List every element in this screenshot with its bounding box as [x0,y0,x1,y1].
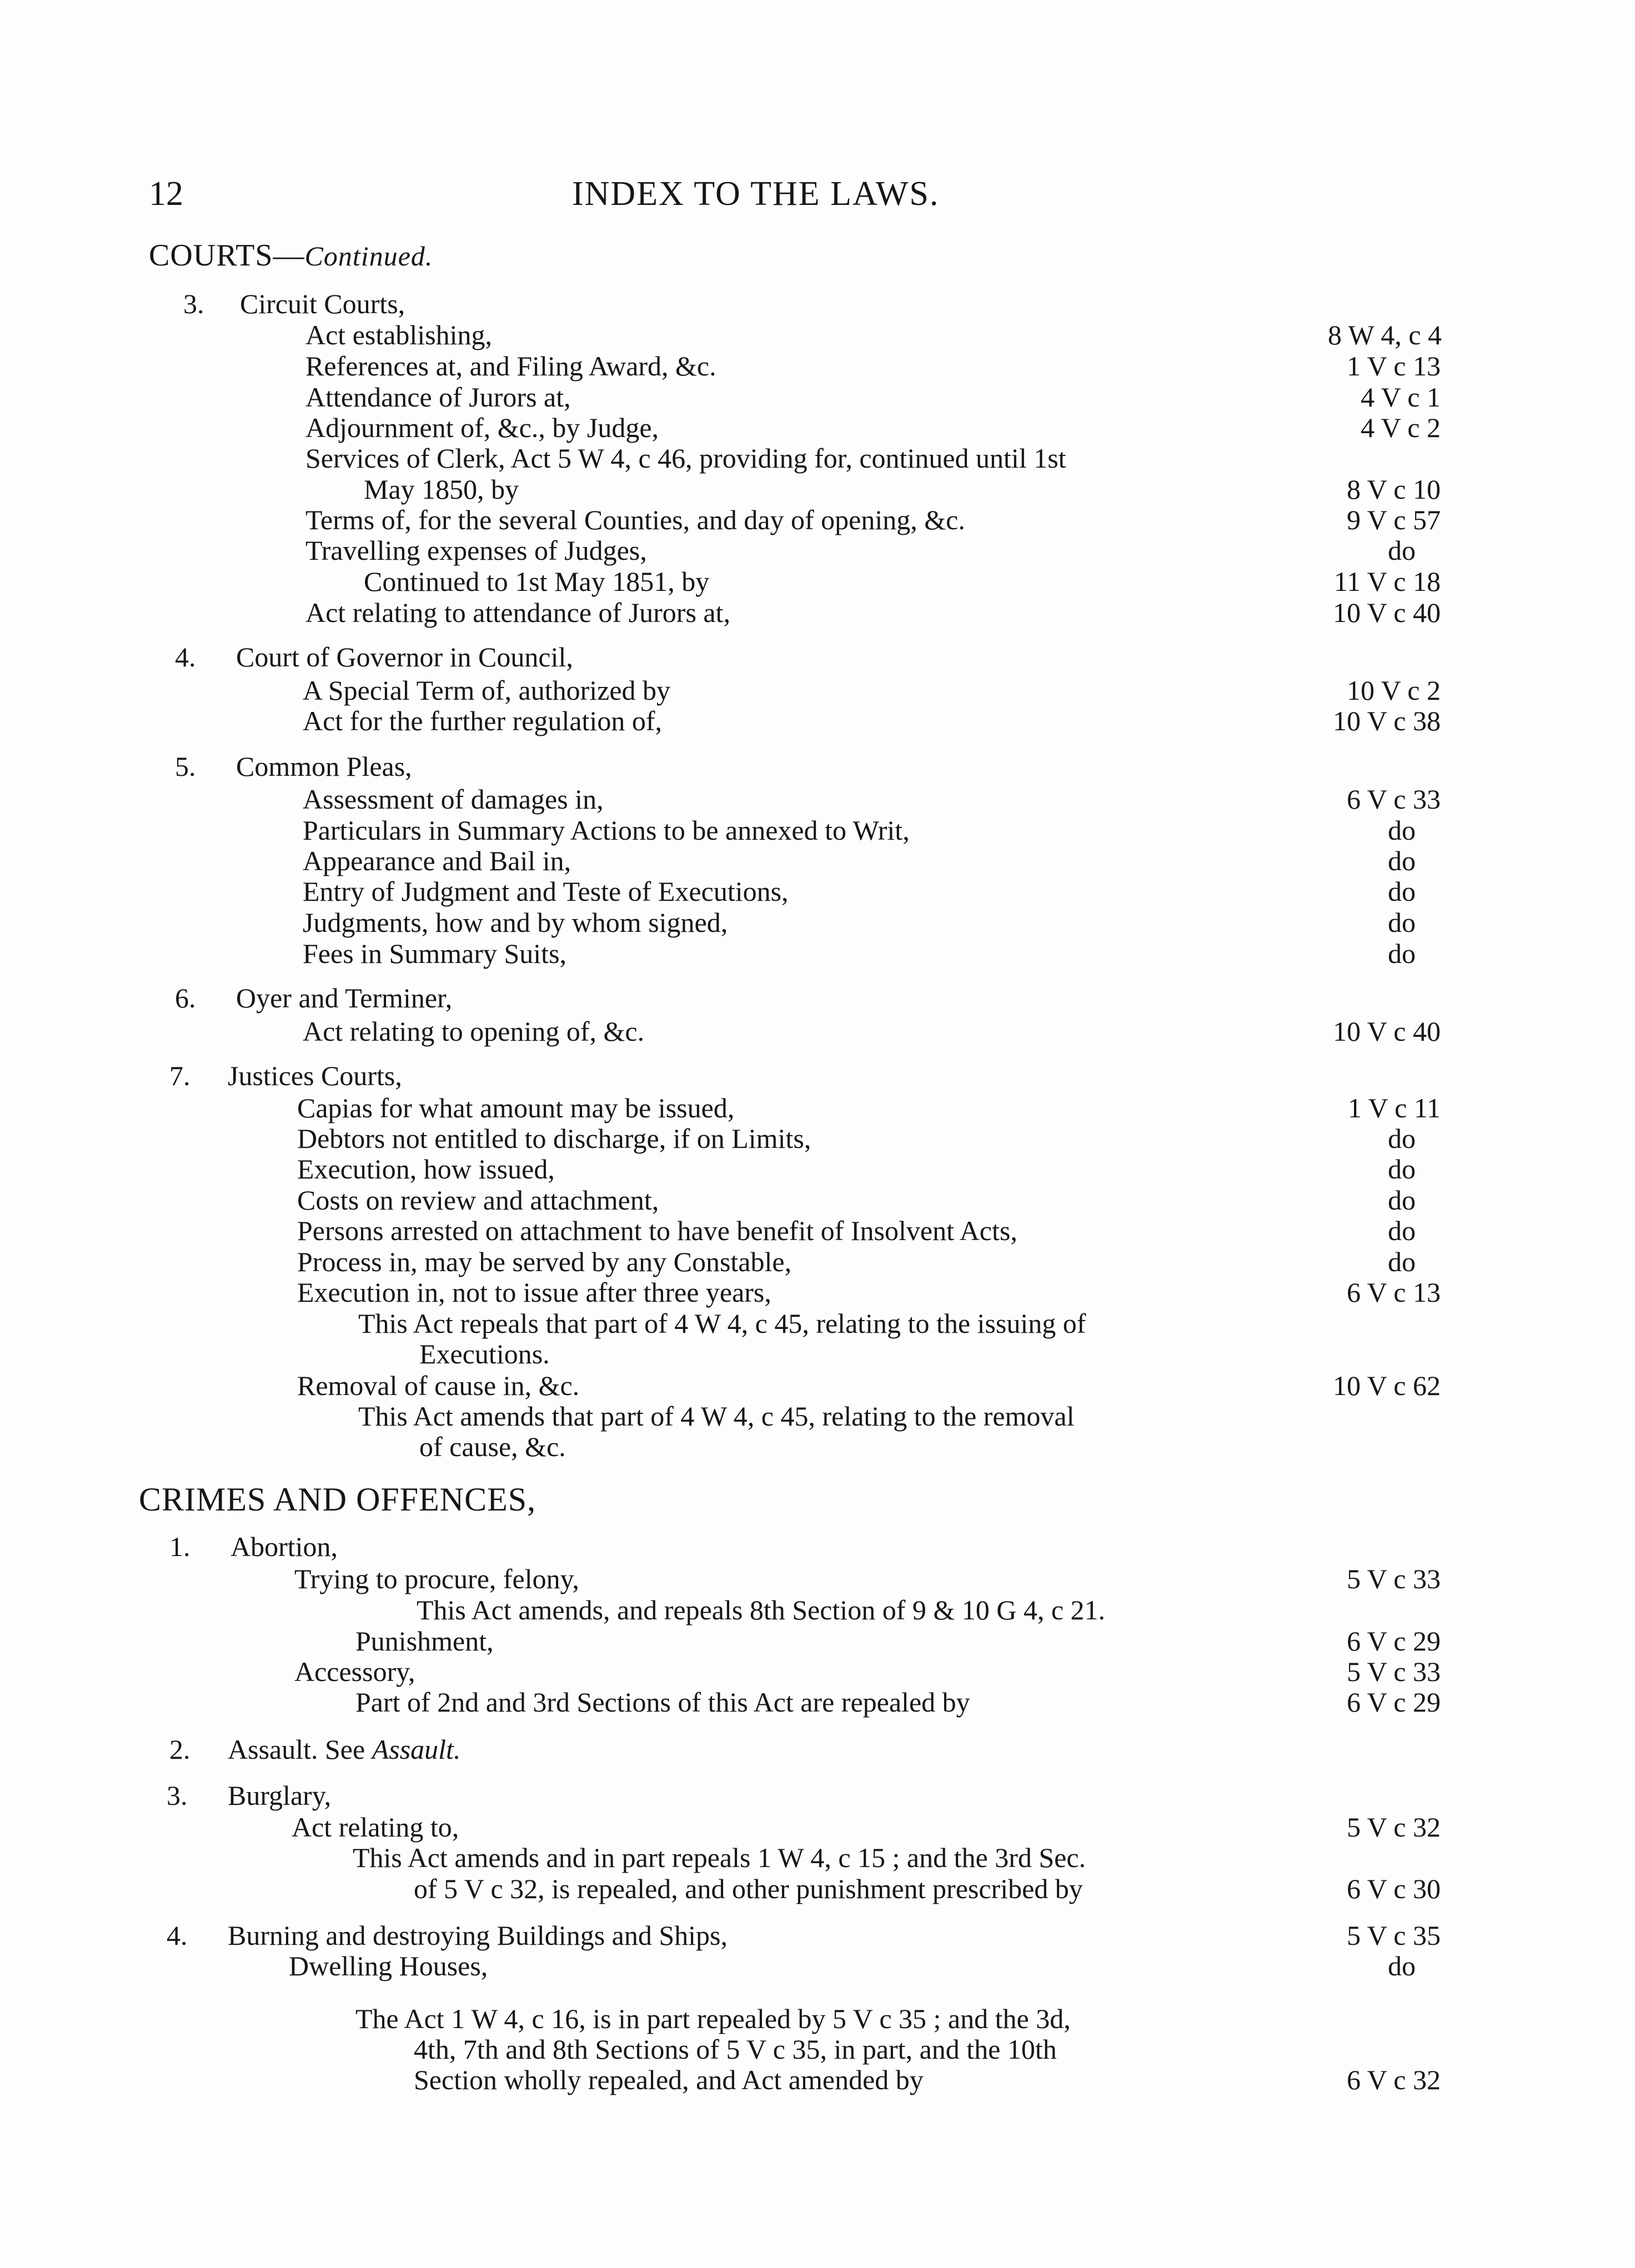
cross-reference-link[interactable]: Assault. [372,1734,461,1765]
subheading-circuit-courts: Circuit Courts, [240,288,405,319]
entry-text: Debtors not entitled to discharge, if on Limits, [297,1123,811,1154]
courts-heading-continued: Continued. [304,240,433,272]
assault-text: Assault. See [228,1734,372,1765]
entry-reference: 5 V c 33 [1347,1656,1441,1687]
entry-text: Act establishing, [305,319,493,350]
entry-reference: 6 V c 29 [1347,1625,1441,1657]
entry-text: Execution in, not to issue after three years, [297,1277,771,1308]
entry-reference: do [1388,907,1416,938]
entry-reference: do [1388,1123,1416,1154]
entry-text: Services of Clerk, Act 5 W 4, c 46, providing for, continued until 1st [305,443,1066,474]
entry-reference: 6 V c 13 [1347,1277,1441,1308]
entry-reference: 5 V c 35 [1347,1920,1441,1951]
entry-reference: do [1388,1153,1416,1185]
entry-note-continued: of cause, &c. [419,1431,566,1462]
entry-reference: 10 V c 38 [1333,705,1441,736]
entry-reference: do [1388,1246,1416,1277]
entry-reference: 10 V c 40 [1333,1016,1441,1047]
entry-note-continued: Section wholly repealed, and Act amended by [414,2064,924,2095]
entry-note: This Act amends and in part repeals 1 W 4, c 15 ; and the 3rd Sec. [353,1842,1086,1873]
entry-text: Capias for what amount may be issued, [297,1092,735,1123]
entry-text: Appearance and Bail in, [303,845,571,876]
entry-reference: 4 V c 2 [1361,412,1441,443]
entry-text: Judgments, how and by whom signed, [303,907,728,938]
entry-reference: 8 V c 10 [1347,474,1441,505]
entry-reference: 10 V c 2 [1347,675,1441,706]
item-number: 5. [175,751,196,782]
item-number: 4. [175,641,196,673]
entry-text: References at, and Filing Award, &c. [305,350,716,382]
subheading-justices-courts: Justices Courts, [228,1060,402,1091]
entry-reference: 4 V c 1 [1361,382,1441,413]
item-number: 7. [169,1060,190,1091]
entry-reference: 6 V c 30 [1347,1873,1441,1904]
entry-text-continued: May 1850, by [364,474,519,505]
entry-text: Accessory, [294,1656,415,1687]
entry-reference: do [1388,845,1416,876]
entry-text: Fees in Summary Suits, [303,938,567,969]
entry-note: The Act 1 W 4, c 16, is in part repealed by 5 V c 35 ; and the 3d, [355,2003,1071,2034]
entry-reference: 10 V c 40 [1333,597,1441,628]
crimes-heading: CRIMES AND OFFENCES, [139,1481,536,1518]
entry-note-continued: of 5 V c 32, is repealed, and other punishment prescribed by [414,1873,1083,1904]
item-number: 3. [183,288,204,319]
item-number: 4. [167,1920,188,1951]
entry-note: This Act amends that part of 4 W 4, c 45, relating to the removal [358,1401,1075,1432]
entry-reference: do [1388,1950,1416,1981]
subheading-oyer-and-terminer: Oyer and Terminer, [236,982,453,1013]
entry-text-continued: Continued to 1st May 1851, by [364,566,710,597]
running-head: INDEX TO THE LAWS. [572,175,940,213]
entry-text: Assessment of damages in, [303,784,604,815]
entry-text: Removal of cause in, &c. [297,1370,580,1401]
entry-text: Adjournment of, &c., by Judge, [305,412,659,443]
entry-note: This Act repeals that part of 4 W 4, c 45, relating to the issuing of [358,1308,1086,1339]
item-number: 1. [169,1531,190,1562]
entry-reference: do [1388,876,1416,907]
entry-reference: 1 V c 11 [1347,1092,1441,1123]
subheading-burning: Burning and destroying Buildings and Ships, [228,1920,728,1951]
entry-reference: do [1388,815,1416,846]
entry-text: A Special Term of, authorized by [303,675,671,706]
entry-text: Process in, may be served by any Constable, [297,1246,792,1277]
entry-reference: 6 V c 29 [1347,1687,1441,1718]
subheading-burglary: Burglary, [228,1780,332,1811]
item-number: 6. [175,982,196,1013]
entry-reference: 5 V c 33 [1347,1563,1441,1594]
entry-reference: 6 V c 33 [1347,784,1441,815]
page-number: 12 [149,175,183,213]
entry-reference: 1 V c 13 [1347,350,1441,382]
entry-reference: 6 V c 32 [1347,2064,1441,2095]
subheading-assault [228,1735,460,1763]
subheading-common-pleas: Common Pleas, [236,751,412,782]
entry-text: Attendance of Jurors at, [305,382,571,413]
entry-text: Entry of Judgment and Teste of Executions, [303,876,789,907]
entry-reference: do [1388,938,1416,969]
subheading-governor-in-council: Court of Governor in Council, [236,641,573,673]
entry-reference: 8 W 4, c 4 [1327,319,1442,350]
entry-reference: do [1388,535,1416,566]
entry-text: Particulars in Summary Actions to be annexed to Writ, [303,815,910,846]
entry-reference: do [1388,1185,1416,1216]
entry-text: Execution, how issued, [297,1153,555,1185]
entry-reference: 11 V c 18 [1333,566,1441,597]
entry-text: Act relating to, [292,1812,459,1843]
subheading-abortion: Abortion, [230,1531,338,1562]
entry-note-continued: 4th, 7th and 8th Sections of 5 V c 35, in part, and the 10th [414,2034,1057,2065]
entry-reference: 9 V c 57 [1347,504,1441,535]
entry-note-continued: Executions. [419,1338,550,1369]
entry-text: Costs on review and attachment, [297,1185,659,1216]
entry-text: Terms of, for the several Counties, and day of opening, &c. [305,504,965,535]
entry-text: Dwelling Houses, [289,1950,488,1981]
entry-text: Act relating to attendance of Jurors at, [305,597,730,628]
entry-text: Act for the further regulation of, [303,705,662,736]
entry-text: Persons arrested on attachment to have benefit of Insolvent Acts, [297,1215,1017,1246]
entry-text: Travelling expenses of Judges, [305,535,647,566]
entry-reference: 10 V c 62 [1333,1370,1441,1401]
entry-note: This Act amends, and repeals 8th Section of 9 & 10 G 4, c 21. [417,1594,1106,1625]
entry-text-continued: Punishment, [355,1625,494,1657]
entry-note: Part of 2nd and 3rd Sections of this Act are repealed by [355,1687,970,1718]
entry-reference: 5 V c 32 [1347,1812,1441,1843]
courts-heading [149,240,433,271]
entry-reference: do [1388,1215,1416,1246]
entry-text: Act relating to opening of, &c. [303,1016,645,1047]
item-number: 3. [167,1780,188,1811]
item-number: 2. [169,1734,190,1765]
entry-text: Trying to procure, felony, [294,1563,579,1594]
courts-heading-title: COURTS— [149,238,305,273]
